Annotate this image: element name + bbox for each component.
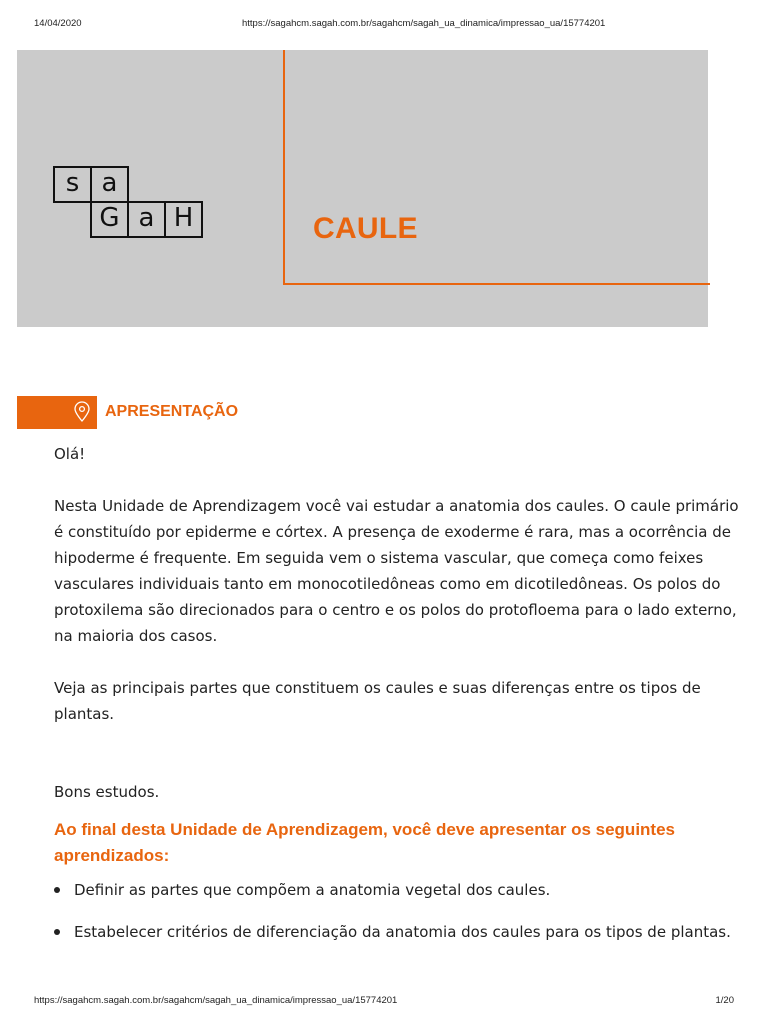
bullet-icon	[54, 887, 60, 893]
list-item	[54, 919, 744, 945]
print-date: 14/04/2020	[34, 18, 82, 29]
map-pin-icon	[72, 401, 92, 427]
hero-frame	[283, 50, 710, 285]
greeting: Olá!	[54, 445, 86, 463]
print-header	[34, 18, 734, 32]
section-title: APRESENTAÇÃO	[105, 403, 239, 420]
print-footer	[34, 995, 734, 1009]
parts-paragraph: Veja as principais partes que constituem os caules e suas diferenças entre os tipos de plantas.	[54, 679, 701, 723]
footer-url[interactable]: https://sagahcm.sagah.com.br/sagahcm/sagah_ua_dinamica/impressao_ua/15774201	[34, 995, 398, 1006]
list-item-text: Estabelecer critérios de diferenciação da anatomia dos caules para os tipos de plantas.	[74, 923, 731, 941]
logo-letter: s	[53, 166, 92, 203]
section-marker	[17, 396, 97, 429]
intro-paragraph: Nesta Unidade de Aprendizagem você vai estudar a anatomia dos caules. O caule primário é constituído por epiderme e córtex. A presença de exoderme é rara, mas a ocorrência de hipoderme é frequente. Em seguida vem o sistema vascular, que começa como feixes vasculares individuais tanto em monocotiledôneas como em dicotiledôneas. Os polos do protoxilema são direcionados para o centro e os polos do protofloema para o lado externo, na maioria dos casos.	[54, 497, 739, 645]
logo-letter: G	[90, 201, 129, 238]
bullet-icon	[54, 929, 60, 935]
print-url[interactable]: https://sagahcm.sagah.com.br/sagahcm/sagah_ua_dinamica/impressao_ua/15774201	[242, 18, 606, 29]
list-item	[54, 877, 744, 903]
logo-letter: a	[90, 166, 129, 203]
closing-text: Bons estudos.	[54, 783, 160, 801]
logo-letter: a	[127, 201, 166, 238]
logo-letter: H	[164, 201, 203, 238]
objectives-heading: Ao final desta Unidade de Aprendizagem, você deve apresentar os seguintes aprendizados:	[54, 820, 675, 865]
list-item-text: Definir as partes que compõem a anatomia vegetal dos caules.	[74, 881, 551, 899]
objectives-list	[54, 877, 744, 945]
page-title: CAULE	[313, 212, 418, 245]
hero-banner	[17, 50, 708, 327]
main-content	[54, 441, 744, 961]
page-number: 1/20	[715, 995, 734, 1006]
